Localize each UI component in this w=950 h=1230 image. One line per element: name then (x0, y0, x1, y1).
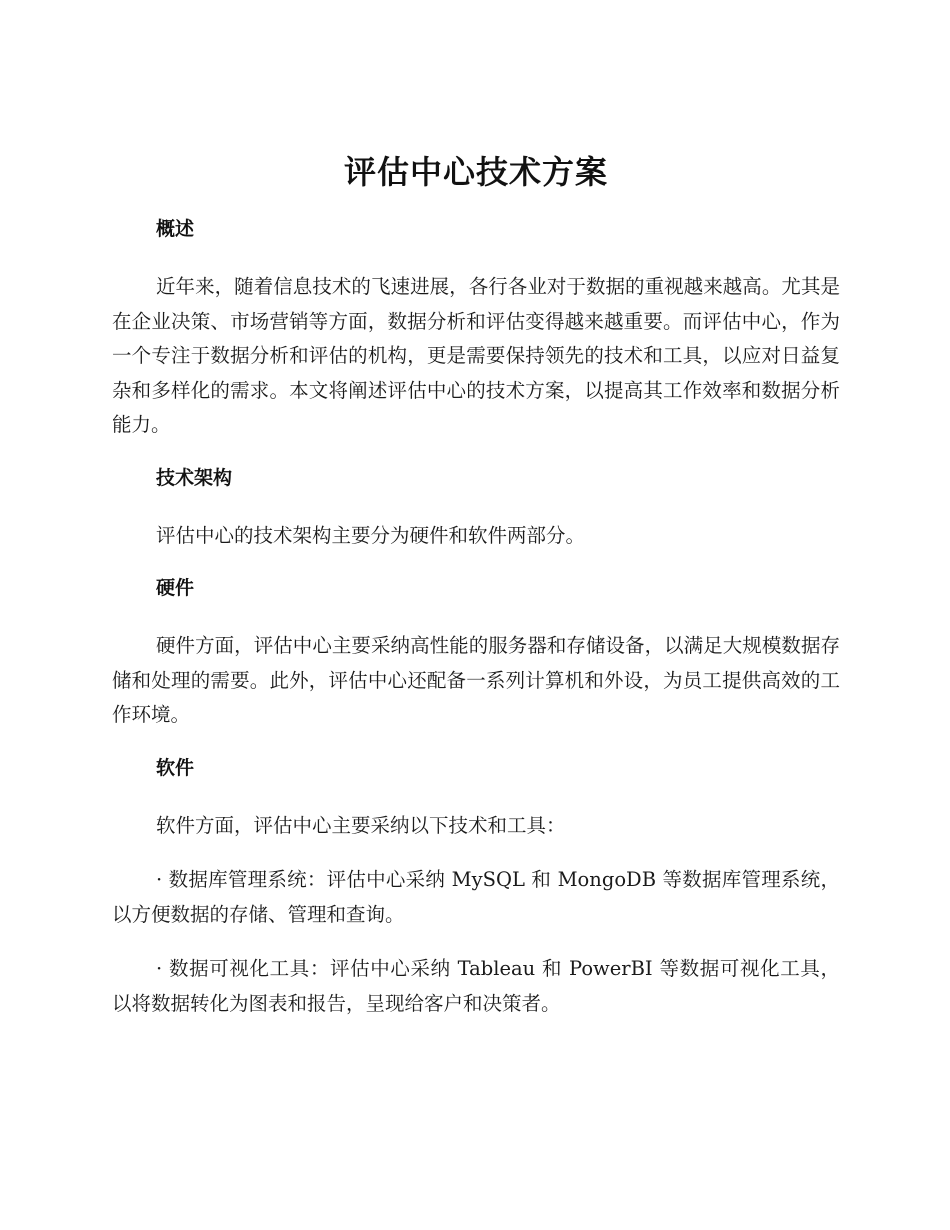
spacer (112, 783, 840, 809)
section-heading-software: 软件 (156, 756, 195, 779)
spacer (112, 733, 840, 753)
list-item-database: · 数据库管理系统：评估中心采纳 MySQL 和 MongoDB 等数据库管理系统，以方便数据的存储、管理和查询。 (112, 868, 840, 926)
section-heading-hardware: 硬件 (156, 577, 195, 599)
spacer (112, 843, 840, 863)
paragraph-overview: 近年来，随着信息技术的飞速进展，各行各业对于数据的重视越来越高。尤其是在企业决策、市场营销等方面，数据分析和评估变得越来越重要。而评估中心，作为一个专注于数据分析和评估的机构，更是需要保持领先的技术和工具，以应对日益复杂和多样化的需求。本文将阐述评估中心的技术方案，以提高其工作效率和数据分析能力。 (112, 275, 840, 436)
paragraph-hardware: 硬件方面，评估中心主要采纳高性能的服务器和存储设备，以满足大规模数据存储和处理的需要。此外，评估中心还配备一系列计算机和外设，为员工提供高效的工作环境。 (112, 634, 840, 726)
spacer (112, 553, 840, 573)
spacer (112, 244, 840, 270)
paragraph-architecture: 评估中心的技术架构主要分为硬件和软件两部分。 (156, 523, 586, 547)
section-heading-overview: 概述 (156, 218, 195, 240)
list-item-visualization: · 数据可视化工具：评估中心采纳 Tableau 和 PowerBI 等数据可视化工具，以将数据转化为图表和报告，呈现给客户和决策者。 (112, 957, 840, 1015)
spacer (112, 443, 840, 463)
spacer (112, 603, 840, 629)
spacer (112, 932, 840, 952)
spacer (112, 493, 840, 519)
document-title: 评估中心技术方案 (343, 153, 608, 191)
paragraph-software: 软件方面，评估中心主要采纳以下技术和工具： (156, 813, 566, 837)
section-heading-architecture: 技术架构 (156, 466, 233, 489)
